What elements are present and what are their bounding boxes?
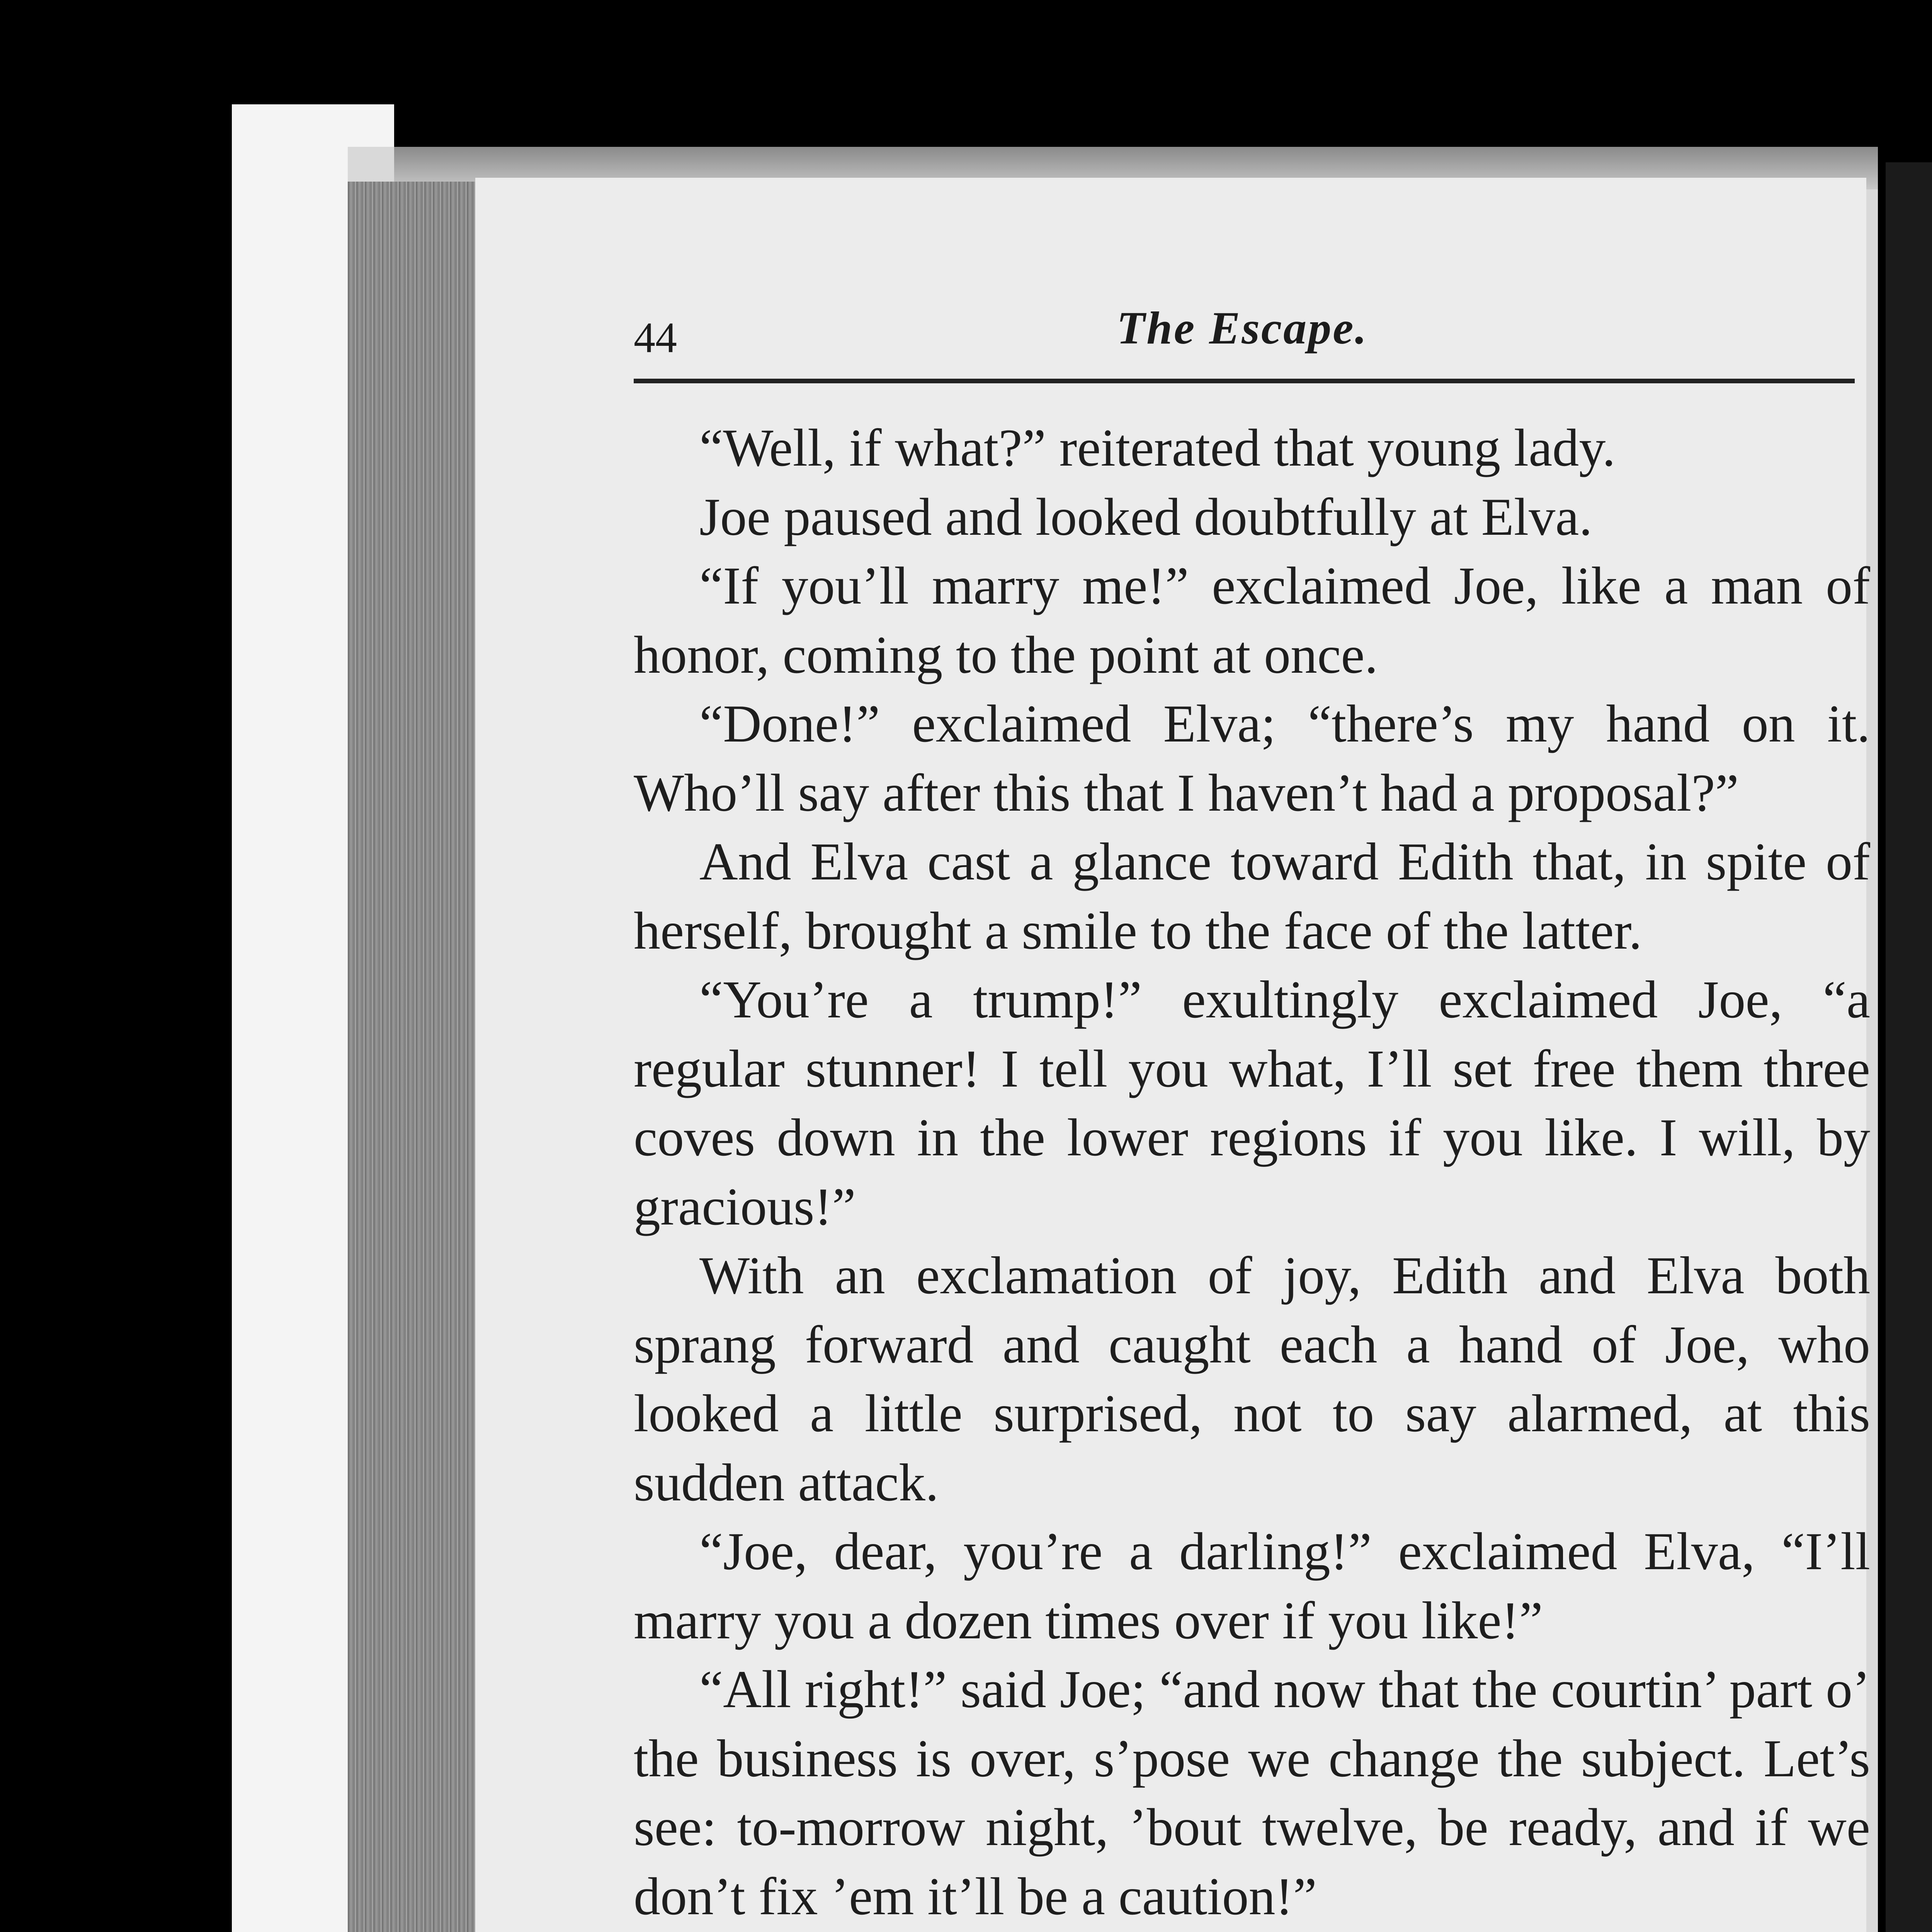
page-number: 44 bbox=[634, 314, 677, 362]
paragraph: “Done!” exclaimed Elva; “there’s my hand on it. Who’ll say after this that I haven’t had a proposal?” bbox=[634, 694, 1870, 822]
page-edges bbox=[348, 182, 495, 1932]
paragraph: “Well, if what?” reiterated that young lady. bbox=[699, 418, 1616, 477]
running-title: The Escape. bbox=[1117, 302, 1368, 354]
page-header bbox=[634, 298, 1851, 363]
body-text bbox=[634, 413, 1870, 1932]
paragraph: “You’re a trump!” exultingly exclaimed Joe, “a regular stunner! I tell you what, I’ll set free them three coves down in the lower regions if you like. I will, by gracious!” bbox=[634, 970, 1870, 1236]
header-rule bbox=[634, 379, 1855, 383]
paragraph: “All right!” said Joe; “and now that the courtin’ part o’ the business is over, s’pose we change the subject. Let’s see: to-morrow night, ’bout twelve, be ready, and if we don’t fix ’em it’ll be a caution!” bbox=[634, 1660, 1870, 1926]
paragraph: “If you’ll marry me!” exclaimed Joe, like a man of honor, coming to the point at once. bbox=[634, 556, 1870, 684]
paragraph: “Joe, dear, you’re a darling!” exclaimed Elva, “I’ll marry you a dozen times over if you like!” bbox=[634, 1522, 1870, 1650]
paragraph: And Elva cast a glance toward Edith that, in spite of herself, brought a smile to the face of the latter. bbox=[634, 832, 1870, 960]
paragraph: Joe paused and looked doubtfully at Elva. bbox=[699, 487, 1592, 546]
paragraph: With an exclamation of joy, Edith and Elva both sprang forward and caught each a hand of Joe, who looked a little surprised, not to say alarmed, at this sudden attack. bbox=[634, 1246, 1870, 1512]
right-shadow bbox=[1886, 162, 1932, 1932]
